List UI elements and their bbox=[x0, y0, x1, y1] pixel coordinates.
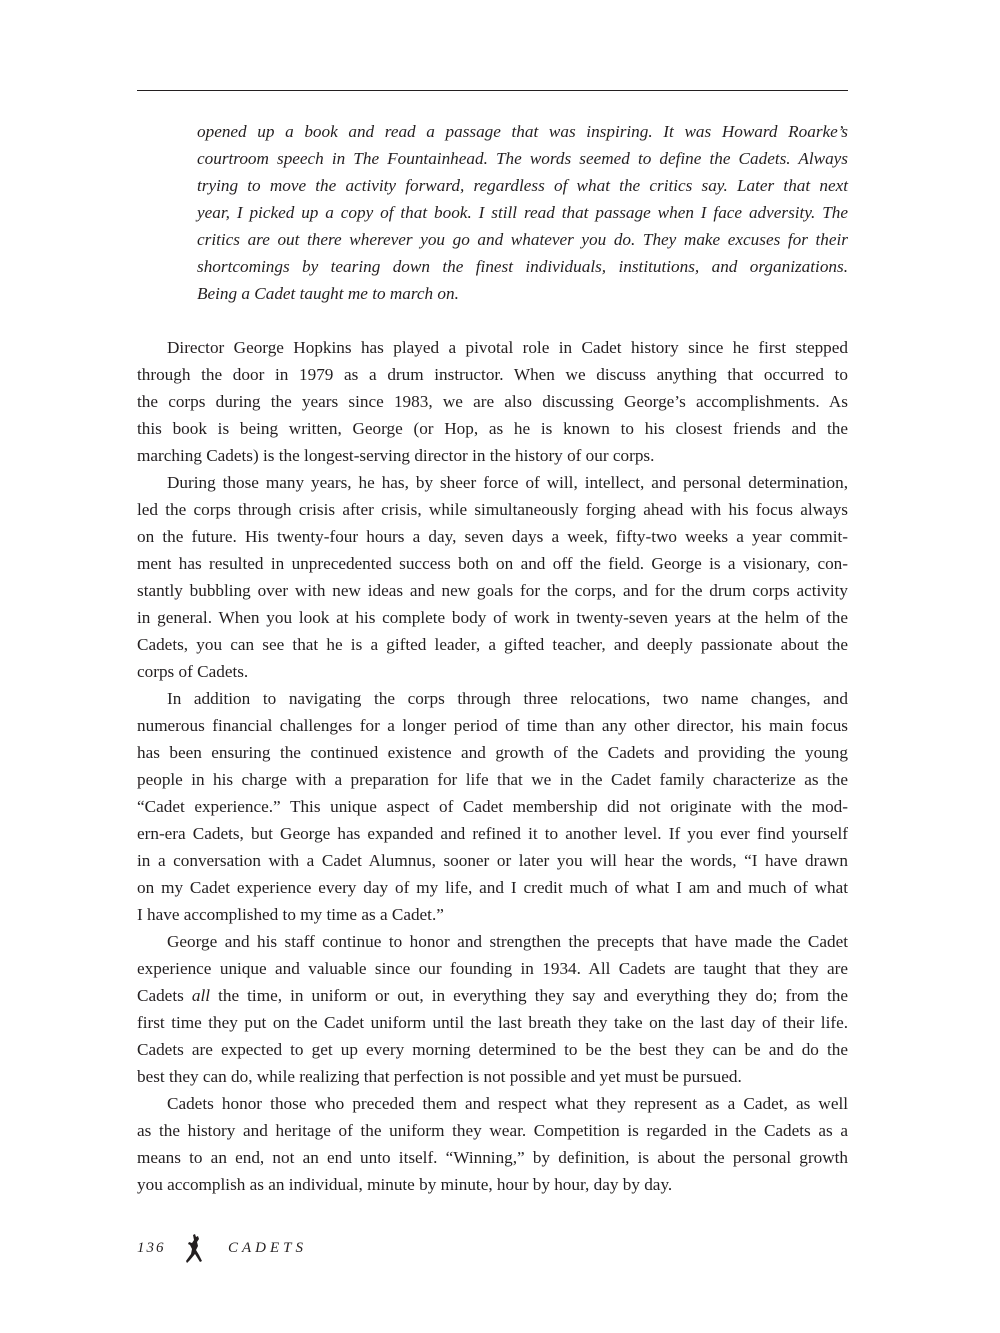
body-line: on the future. His twenty-four hours a day, seven days a week, fifty-two weeks a year commit- bbox=[137, 527, 848, 546]
body-line: During those many years, he has, by sheer force of will, intellect, and personal determination, bbox=[167, 473, 848, 492]
body-line: Cadets, you can see that he is a gifted leader, a gifted teacher, and deeply passionate about the bbox=[137, 635, 848, 654]
line-segment: Cadets bbox=[137, 986, 192, 1005]
body-line: has been ensuring the continued existence and growth of the Cadets and providing the young bbox=[137, 743, 848, 762]
top-rule bbox=[137, 90, 848, 91]
body-line: Cadets honor those who preceded them and respect what they represent as a Cadet, as well bbox=[167, 1094, 848, 1113]
body-line: Cadets are expected to get up every morning determined to be the best they can be and do the bbox=[137, 1040, 848, 1059]
running-head: CADETS bbox=[228, 1240, 308, 1256]
body-line: stantly bubbling over with new ideas and new goals for the corps, and for the drum corps activity bbox=[137, 581, 848, 600]
quote-line: courtroom speech in The Fountainhead. The words seemed to define the Cadets. Always bbox=[197, 149, 848, 168]
body-line: “Cadet experience.” This unique aspect of Cadet membership did not originate with the mod- bbox=[137, 797, 848, 816]
quote-line: year, I picked up a copy of that book. I still read that passage when I face adversity. The bbox=[197, 203, 848, 222]
body-line: I have accomplished to my time as a Cadet.” bbox=[137, 905, 444, 924]
quote-line: trying to move the activity forward, regardless of what the critics say. Later that next bbox=[197, 176, 848, 195]
body-line: as the history and heritage of the uniform they wear. Competition is regarded in the Cadets as a bbox=[137, 1121, 848, 1140]
body-line: corps of Cadets. bbox=[137, 662, 249, 681]
body-line: in general. When you look at his complete body of work in twenty-seven years at the helm of the bbox=[137, 608, 848, 627]
body-line: through the door in 1979 as a drum instructor. When we discuss anything that occurred to bbox=[137, 365, 848, 384]
body-line: led the corps through crisis after crisis, while simultaneously forging ahead with his focus always bbox=[137, 500, 848, 519]
line-segment: the time, in uniform or out, in everything they say and everything they do; from the bbox=[210, 986, 849, 1005]
body-line: you accomplish as an individual, minute by minute, hour by hour, day by day. bbox=[137, 1175, 673, 1194]
body-line: ment has resulted in unprecedented success both on and off the field. George is a visionary, con- bbox=[137, 554, 848, 573]
body-line: In addition to navigating the corps through three relocations, two name changes, and bbox=[167, 689, 848, 708]
body-line: best they can do, while realizing that perfection is not possible and yet must be pursued. bbox=[137, 1067, 742, 1086]
body-line: means to an end, not an end unto itself. “Winning,” by definition, is about the personal growth bbox=[137, 1148, 848, 1167]
body-line: people in his charge with a preparation for life that we in the Cadet family characterize as the bbox=[137, 770, 848, 789]
quote-line: opened up a book and read a passage that was inspiring. It was Howard Roarke’s bbox=[197, 122, 848, 141]
body-line: experience unique and valuable since our founding in 1934. All Cadets are taught that they are bbox=[137, 959, 848, 978]
body-line: in a conversation with a Cadet Alumnus, sooner or later you will hear the words, “I have drawn bbox=[137, 851, 848, 870]
quote-line: critics are out there wherever you go and whatever you do. They make excuses for their bbox=[197, 230, 848, 249]
body-line: numerous financial challenges for a longer period of time than any other director, his main focus bbox=[137, 716, 848, 735]
body-line: ern-era Cadets, but George has expanded and refined it to another level. If you ever find yourself bbox=[137, 824, 848, 843]
quote-line: Being a Cadet taught me to march on. bbox=[197, 284, 459, 303]
body-line: on my Cadet experience every day of my life, and I credit much of what I am and much of what bbox=[137, 878, 848, 897]
line-segment: all bbox=[191, 986, 211, 1005]
drum-major-silhouette-icon bbox=[184, 1234, 206, 1264]
body-line: this book is being written, George (or Hop, as he is known to his closest friends and the bbox=[137, 419, 848, 438]
body-line: George and his staff continue to honor and strengthen the precepts that have made the Cadet bbox=[167, 932, 848, 951]
body-line: first time they put on the Cadet uniform until the last breath they take on the last day of their life. bbox=[137, 1013, 848, 1032]
body-line: marching Cadets) is the longest-serving director in the history of our corps. bbox=[137, 446, 655, 465]
body-line: the corps during the years since 1983, we are also discussing George’s accomplishments. As bbox=[137, 392, 848, 411]
body-line: Director George Hopkins has played a pivotal role in Cadet history since he first stepped bbox=[167, 338, 848, 357]
page-number: 136 bbox=[137, 1240, 166, 1256]
quote-line: shortcomings by tearing down the finest individuals, institutions, and organizations. bbox=[197, 257, 848, 276]
body-line bbox=[137, 986, 848, 1006]
